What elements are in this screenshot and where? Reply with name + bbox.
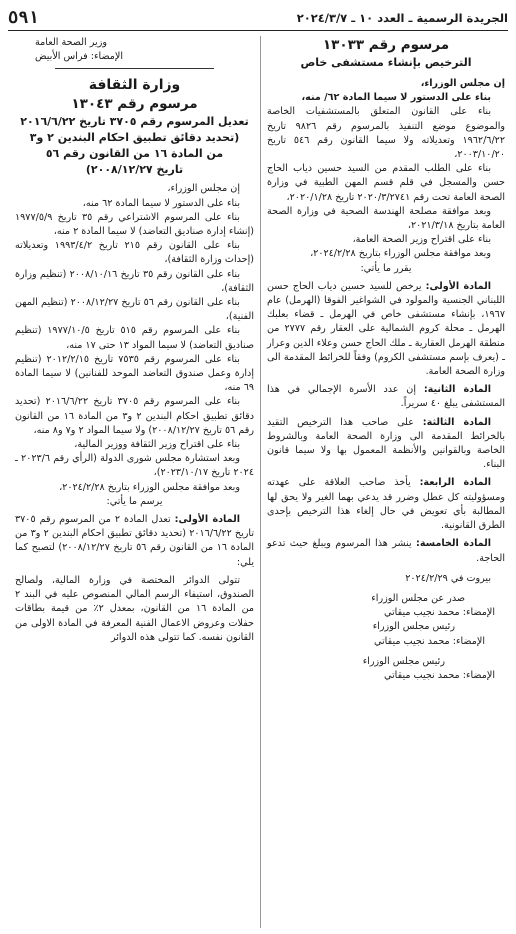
preamble-para: بناء على المرسوم رقم ٥١٥ تاريخ ١٩٧٧/١٠/٥ (تنظيم صناديق التعاضد) لا سيما المواد ١٣ حتى ١٧ منه، bbox=[15, 325, 254, 351]
article-label: المادة الثانية: bbox=[423, 384, 491, 396]
signature-name: الإمضاء: فراس الأبيض bbox=[35, 51, 124, 63]
preamble-para: إن مجلس الوزراء، bbox=[167, 183, 240, 195]
preamble-para: إن مجلس الوزراء، bbox=[420, 78, 505, 89]
page-number: ٥٩١ bbox=[8, 8, 39, 28]
quoted-text: تتولى الدوائر المختصة في وزارة المالية، ولصالح الصندوق، استيفاء الرسم المالي المنصوص عليه في البند ٢ من المادة ١٦ من القانون، بمعدل ٢٪ من قيمة بطاقات حفلات وعروض الاعمال الفنية المعرفة في المادة الاولى من القانون نفسه. كما تتولى هذه الدوائر bbox=[15, 574, 255, 643]
decree-subject-line: تاريخ ٢٠٠٨/١٢/٢٧) bbox=[85, 163, 184, 177]
article-text: على صاحب هذا الترخيص التقيد بالخرائط المقدمة الى وزارة الصحة العامة وبالشروط الخاصة وبالقوانين والأنظمة المعمول بها ولا سيما قانون البناء. bbox=[267, 416, 505, 471]
page-header bbox=[8, 6, 508, 31]
page-columns bbox=[8, 36, 508, 928]
article-paragraph bbox=[267, 383, 505, 411]
right-column bbox=[260, 36, 508, 928]
preamble-para: بناء على المرسوم الاشتراعي رقم ٣٥ تاريخ ١٩٧٧/٥/٩ (إنشاء إدارة صناديق التعاضد) لا سيما المادة ٢ منه، bbox=[15, 211, 254, 238]
article-paragraph bbox=[267, 537, 505, 565]
preamble-para: وبعد استشارة مجلس شورى الدولة (الرأي رقم ٢٠٢٣/٦ ـ ٢٠٢٤ تاريخ ٢٠٢٣/١٠/١٧)، bbox=[15, 453, 254, 479]
signature-role: وزير الصحة العامة bbox=[35, 37, 107, 48]
decree-title: مرسوم رقم ١٣٠٤٣ bbox=[71, 96, 198, 113]
signature-line: رئيس مجلس الوزراء bbox=[372, 621, 455, 633]
article-text: إن عدد الأسرة الإجمالي في هذا المستشفى يبلغ ٤٠ سريراً. bbox=[267, 384, 505, 410]
signature-line: الإمضاء: محمد نجيب ميقاتي bbox=[384, 607, 495, 619]
preamble-para: بناء على المرسوم رقم ٣٧٠٥ تاريخ ٢٠١٦/٦/٢٢ (تحديد دقائق تطبيق احكام البندين ٢ و٣ من المادة ١٦ من القانون رقم ٥٦ تاريخ ٢٠٠٨/١٢/٢٧) ولا سيما المواد ٢ و٧ و٨ منه، bbox=[15, 396, 255, 436]
article-label: المادة الثالثة: bbox=[422, 416, 491, 428]
decree-subject-line: تعديل المرسوم رقم ٣٧٠٥ تاريخ ٢٠١٦/٦/٢٢ bbox=[20, 115, 249, 129]
preamble-para: بناء على القانون رقم ٣٥ تاريخ ٢٠٠٨/١٠/١٦ (تنظيم وزارة الثقافة)، bbox=[15, 268, 254, 294]
decree-intro: يرسم ما يأتي: bbox=[106, 495, 163, 507]
journal-issue-line: الجريدة الرسمية ـ العدد ١٠ ـ ٢٠٢٤/٣/٧ bbox=[296, 11, 508, 25]
section-divider bbox=[55, 68, 214, 69]
article-text: يرخص للسيد حسين دياب الحاج حسن اللبناني الجنسية والمولود في الشواغير الفوقا (الهرمل) عام ١٩٦٧، بإنشاء مستشفى خاص في الهرمل ـ قضاء بعلبك الهرمل ـ محلة كروم الشمالية على العقار رقم ٢٧٧٧ من منطقة الهرمل العقارية ـ ملك الحاج حسن وعلاء الدين وعرار ـ (يعرف بإسم مستشفى الكروم) وفقاً للخرائط المقدمة الى وزارة الصحة العامة. bbox=[267, 280, 505, 378]
article-label: المادة الأولى: bbox=[425, 280, 491, 292]
article-text: يأخذ صاحب العلاقة على عهدته ومسؤوليته كل عطل وضرر قد يدعي بهما الغير ولا يحق لها المطالبة بأي تعويض في حال إلغاء هذا الترخيص بإحدى الطرق القانونية. bbox=[267, 477, 505, 532]
decree-title: مرسوم رقم ١٣٠٣٣ bbox=[322, 37, 450, 53]
place-date: بيروت في ٢٠٢٤/٢/٢٩ bbox=[405, 572, 491, 584]
article-label: المادة الخامسة: bbox=[416, 538, 491, 550]
preamble-para: وبعد موافقة مصلحة الهندسة الصحية في وزارة الصحة العامة بتاريخ ٢٠٢١/٣/١٨، bbox=[267, 205, 505, 232]
signature-line: صدر عن مجلس الوزراء bbox=[371, 592, 465, 604]
article-label: المادة الأولى: bbox=[174, 514, 240, 526]
left-column bbox=[12, 36, 260, 928]
article-label: المادة الرابعة: bbox=[419, 477, 492, 489]
preamble-para: بناء على القانون رقم ٥٦ تاريخ ٢٠٠٨/١٢/٢٧ (تنظيم المهن الفنية)، bbox=[15, 297, 254, 323]
preamble-para: بناء على اقتراح وزير الثقافة ووزير المالية، bbox=[74, 439, 240, 451]
article-paragraph bbox=[15, 513, 254, 570]
decree-subject-line: (تحديد دقائق تطبيق احكام البندين ٢ و٣ bbox=[29, 131, 240, 145]
preamble-para: بناء على القانون رقم ٢١٥ تاريخ ١٩٩٣/٤/٢ وتعديلاته (إحداث وزارة الثقافة)، bbox=[15, 240, 254, 266]
preamble-para: بناء على القانون المتعلق بالمستشفيات الخاصة والموضوع موضع التنفيذ بالمرسوم رقم ٩٨٢٦ تاريخ ١٩٦٢/٦/٢٢ وتعديلاته ولا سيما القانون رقم ٥٤٦ تاريخ ٢٠٠٣/١٠/٢٠، bbox=[267, 106, 506, 161]
preamble-para: بناء على الدستور لا سيما المادة ٦٢ منه، bbox=[82, 197, 240, 209]
preamble-para: وبعد موافقة مجلس الوزراء بتاريخ ٢٠٢٤/٢/٢٨، bbox=[59, 481, 240, 493]
signature-line: رئيس مجلس الوزراء bbox=[362, 655, 445, 667]
ministry-heading: وزارة الثقافة bbox=[88, 77, 181, 94]
decree-intro: يقرر ما يأتي: bbox=[360, 262, 412, 274]
preamble-para: بناء على الطلب المقدم من السيد حسين دياب الحاج حسن والمسجل في قلم قسم المهن الطبية في وزارة الصحة العامة تحت رقم ٢٠٢٠/٣/٢٧٤١ تاريخ ٢٠٢٠/١/٢٨، bbox=[267, 163, 505, 203]
article-paragraph bbox=[267, 416, 505, 473]
preamble-para: وبعد موافقة مجلس الوزراء بتاريخ ٢٠٢٤/٢/٢٨، bbox=[310, 248, 491, 260]
article-paragraph bbox=[267, 280, 505, 379]
decree-subject-line: من المادة ١٦ من القانون رقم ٥٦ bbox=[45, 147, 224, 161]
signature-line: الإمضاء: محمد نجيب ميقاتي bbox=[374, 635, 485, 647]
signature-line: الإمضاء: محمد نجيب ميقاتي bbox=[384, 669, 495, 681]
preamble-para: بناء على المرسوم رقم ٧٥٣٥ تاريخ ٢٠١٢/٢/١٥ (تنظيم إدارة وعمل صندوق التعاضد الموحد للفنانين) لا سيما المادة ٦٩ منه، bbox=[15, 353, 254, 394]
preamble-para: بناء على اقتراح وزير الصحة العامة، bbox=[352, 234, 491, 246]
decree-subject: الترخيص بإنشاء مستشفى خاص bbox=[300, 56, 472, 69]
article-text: ينشر هذا المرسوم ويبلغ حيث تدعو الحاجة. bbox=[267, 538, 505, 564]
article-paragraph bbox=[267, 476, 505, 533]
article-text: تعدل المادة ٢ من المرسوم رقم ٣٧٠٥ تاريخ ٢٠١٦/٦/٢٢ (تحديد دقائق تطبيق احكام البندين ٢ و٣ من المادة ١٦ من القانون رقم ٥٦ تاريخ ٢٠٠٨/١٢/٢٧) لتصبح كما يلي: bbox=[15, 514, 255, 568]
preamble-para: بناء على الدستور لا سيما المادة ٦٢/ منه، bbox=[301, 92, 491, 104]
